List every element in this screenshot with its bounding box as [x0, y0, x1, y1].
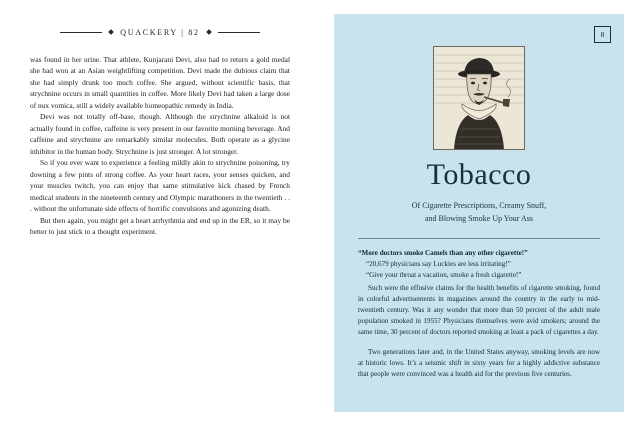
- rule-left: [60, 32, 102, 33]
- portrait-frame: [433, 46, 525, 150]
- folio-number: 8: [594, 26, 611, 43]
- pull-quote: “20,679 physicians say Luckies are less irritating!”: [366, 260, 511, 269]
- right-page: [320, 0, 640, 426]
- section-divider: [358, 238, 600, 239]
- running-head: [30, 26, 290, 38]
- paragraph: was found in her urine. That athlete, Kunjarani Devi, also had to return a gold medal she had won at an Asian weightlifting competition. Devi made the dubious claim that she had simply drunk too much coffee. She argued, without scientific basis, that strychnine occurs in small quantities in coffee. More likely Devi had taken a large dose of nux vomica, still a widely available homeopathic remedy in India.: [30, 55, 290, 110]
- chapter-subtitle: [369, 199, 589, 225]
- pull-quote: “Give your throat a vacation, smoke a fresh cigarette!”: [366, 271, 522, 280]
- paragraph: But then again, you might get a heart arrhythmia and end up in the ER, so it may be better to just stick to a thought experiment.: [30, 215, 290, 237]
- portrait-illustration: [433, 46, 525, 150]
- paragraph: Devi was not totally off-base, though. Although the strychnine alkaloid is not actually found in coffee, caffeine is very present in our favorite morning beverage. And caffeine and strychnine are remarkably similar molecules. Both operate as a glycine inhibitor in the human body. Strychnine is just stronger. A lot stronger.: [30, 112, 290, 156]
- chapter-subtitle-line-2: and Blowing Smoke Up Your Ass: [424, 214, 533, 224]
- paragraph: Two generations later and, in the United States anyway, smoking levels are now at historic lows. It’s a seismic shift in sixty years for a highly addictive substance that people were convinced was a health aid for the previous five centuries.: [358, 348, 600, 379]
- rule-right: [218, 32, 260, 33]
- pull-quote: “More doctors smoke Camels than any other cigarette!”: [358, 249, 528, 258]
- left-page-body: [30, 54, 290, 238]
- running-head-text: QUACKERY | 82: [120, 27, 200, 37]
- paragraph: Such were the effusive claims for the health benefits of cigarette smoking, found in colorful advertisements in magazines around the country in the early to mid-twentieth century. Was it any wonder that more than 50 percent of the adult male population smoked in 1955? Physicians themselves were avid smokers; around the same time, 30 percent of doctors reported smoking at least a pack of cigarettes a day.: [358, 284, 600, 337]
- chapter-subtitle-line-1: Of Cigarette Prescriptions, Creamy Snuff,: [411, 201, 547, 210]
- diamond-ornament-right: [206, 29, 212, 35]
- smoking-man-engraving-icon: [434, 47, 524, 149]
- chapter-title: Tobacco: [426, 158, 532, 191]
- paragraph: So if you ever want to experience a feeling mildly akin to strychnine poisoning, try downing a few pints of strong coffee. As your heart races, your senses quicken, and your muscles twitch, you can enjoy that same stimulative kick chased by French medical students in the nineteenth century and Olympic marathoners in the twentieth . . . without the unfortunate side effects of horrific convulsions and agonizing death.: [30, 158, 290, 214]
- chapter-opener-panel: [334, 14, 624, 412]
- diamond-ornament-left: [108, 29, 114, 35]
- chapter-body: [358, 248, 600, 380]
